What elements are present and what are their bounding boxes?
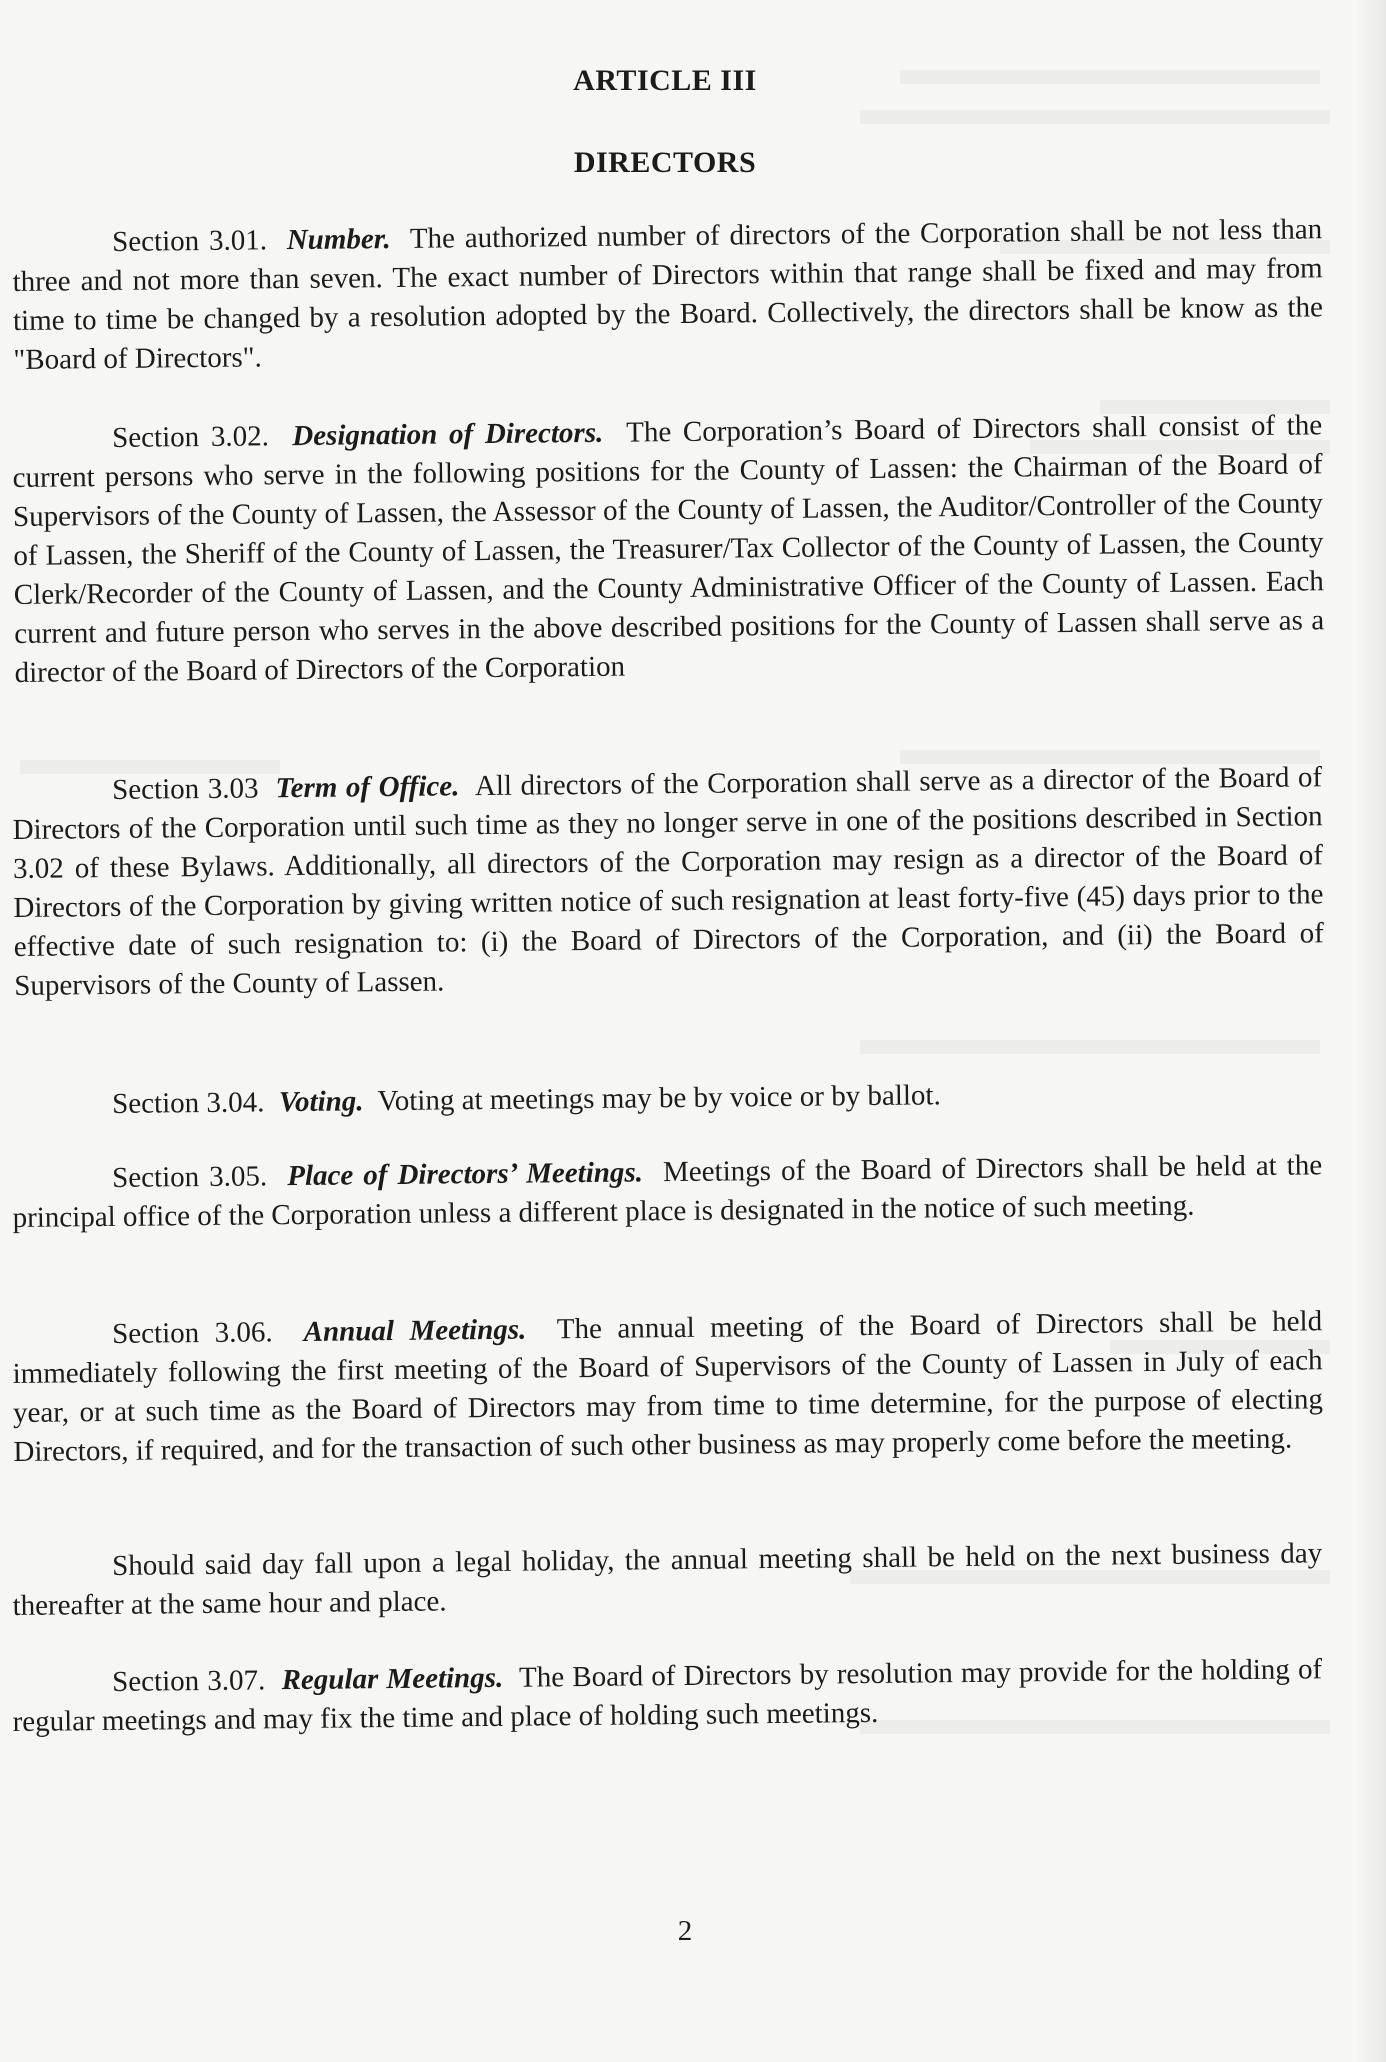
section-number: Section 3.06.	[112, 1316, 273, 1350]
section-3-05	[12, 1146, 1323, 1238]
section-title: Number.	[286, 223, 391, 257]
section-title: Term of Office.	[275, 770, 460, 805]
section-body: The Board of Directors by resolution may provide for the holding of regular meetings and may fix the time and place of holding such meetings.	[12, 1653, 1323, 1738]
section-body: The Corporation’s Board of Directors shall consist of the current persons who serve in the following positions for the County of Lassen: the Chairman of the Board of Supervisors of the County of Lassen, the Assessor of the County of Lassen, the Auditor/Controller of the County of Lassen, the Sheriff of the County of Lassen, the Treasurer/Tax Collector of the County of Lassen, the County Clerk/Recorder of the County of Lassen, and the County Administrative Officer of the County of Lassen. Each current and future person who serves in the above described positions for the County of Lassen shall serve as a director of the Board of Directors of the Corporation	[12, 409, 1325, 689]
section-title: Voting.	[278, 1085, 364, 1119]
section-body: The authorized number of directors of the Corporation shall be not less than three and not more than seven. The exact number of Directors within that range shall be fixed and may from time to time be changed by a resolution adopted by the Board. Collectively, the directors shall be know as the "Board of Directors".	[12, 213, 1324, 376]
section-title: Designation of Directors.	[292, 416, 604, 453]
section-title: Place of Directors’ Meetings.	[287, 1156, 644, 1193]
section-3-06-holiday	[12, 1534, 1323, 1626]
section-number: Section 3.02.	[112, 420, 270, 454]
section-3-06	[12, 1302, 1324, 1472]
section-number: Section 3.03	[112, 772, 259, 806]
section-body: All directors of the Corporation shall serve as a director of the Board of Directors of the Corporation until such time as they no longer serve in one of the positions described in Section 3.02 of these Bylaws. Additionally, all directors of the Corporation may resign as a director of the Board of Directors of the Corporation by giving written notice of such resignation at least forty-five (45) days prior to the effective date of such resignation to: (i) the Board of Directors of the Corporation, and (ii) the Board of Supervisors of the County of Lassen.	[12, 761, 1324, 1002]
page-edge-shadow	[1356, 0, 1386, 2062]
section-3-07	[12, 1650, 1323, 1742]
section-title: Regular Meetings.	[281, 1661, 504, 1697]
section-title: Annual Meetings.	[303, 1313, 527, 1348]
section-3-03	[12, 758, 1324, 1006]
section-3-04	[12, 1072, 1322, 1125]
section-body: The annual meeting of the Board of Directors shall be held immediately following the first meeting of the Board of Supervisors of the County of Lassen in July of each year, or at such time as the Board of Directors may from time to time determine, for the purpose of electing Directors, if required, and for the transaction of such other business as may properly come before the meeting.	[12, 1305, 1324, 1468]
section-number: Section 3.05.	[112, 1160, 268, 1194]
page-number: 2	[677, 1915, 693, 1947]
article-title: DIRECTORS	[573, 146, 757, 179]
section-number: Section 3.01.	[112, 224, 268, 258]
article-heading: ARTICLE III	[573, 64, 757, 97]
section-body: Voting at meetings may be by voice or by ballot.	[377, 1079, 941, 1118]
section-number: Section 3.04.	[112, 1086, 265, 1120]
section-body: Should said day fall upon a legal holiday, the annual meeting shall be held on the next business day thereafter at the same hour and place.	[12, 1537, 1323, 1622]
section-3-02	[12, 406, 1325, 693]
section-number: Section 3.07.	[112, 1664, 266, 1698]
section-body: Meetings of the Board of Directors shall be held at the principal office of the Corporation unless a different place is designated in the notice of such meeting.	[12, 1149, 1323, 1234]
section-3-01	[12, 210, 1324, 380]
